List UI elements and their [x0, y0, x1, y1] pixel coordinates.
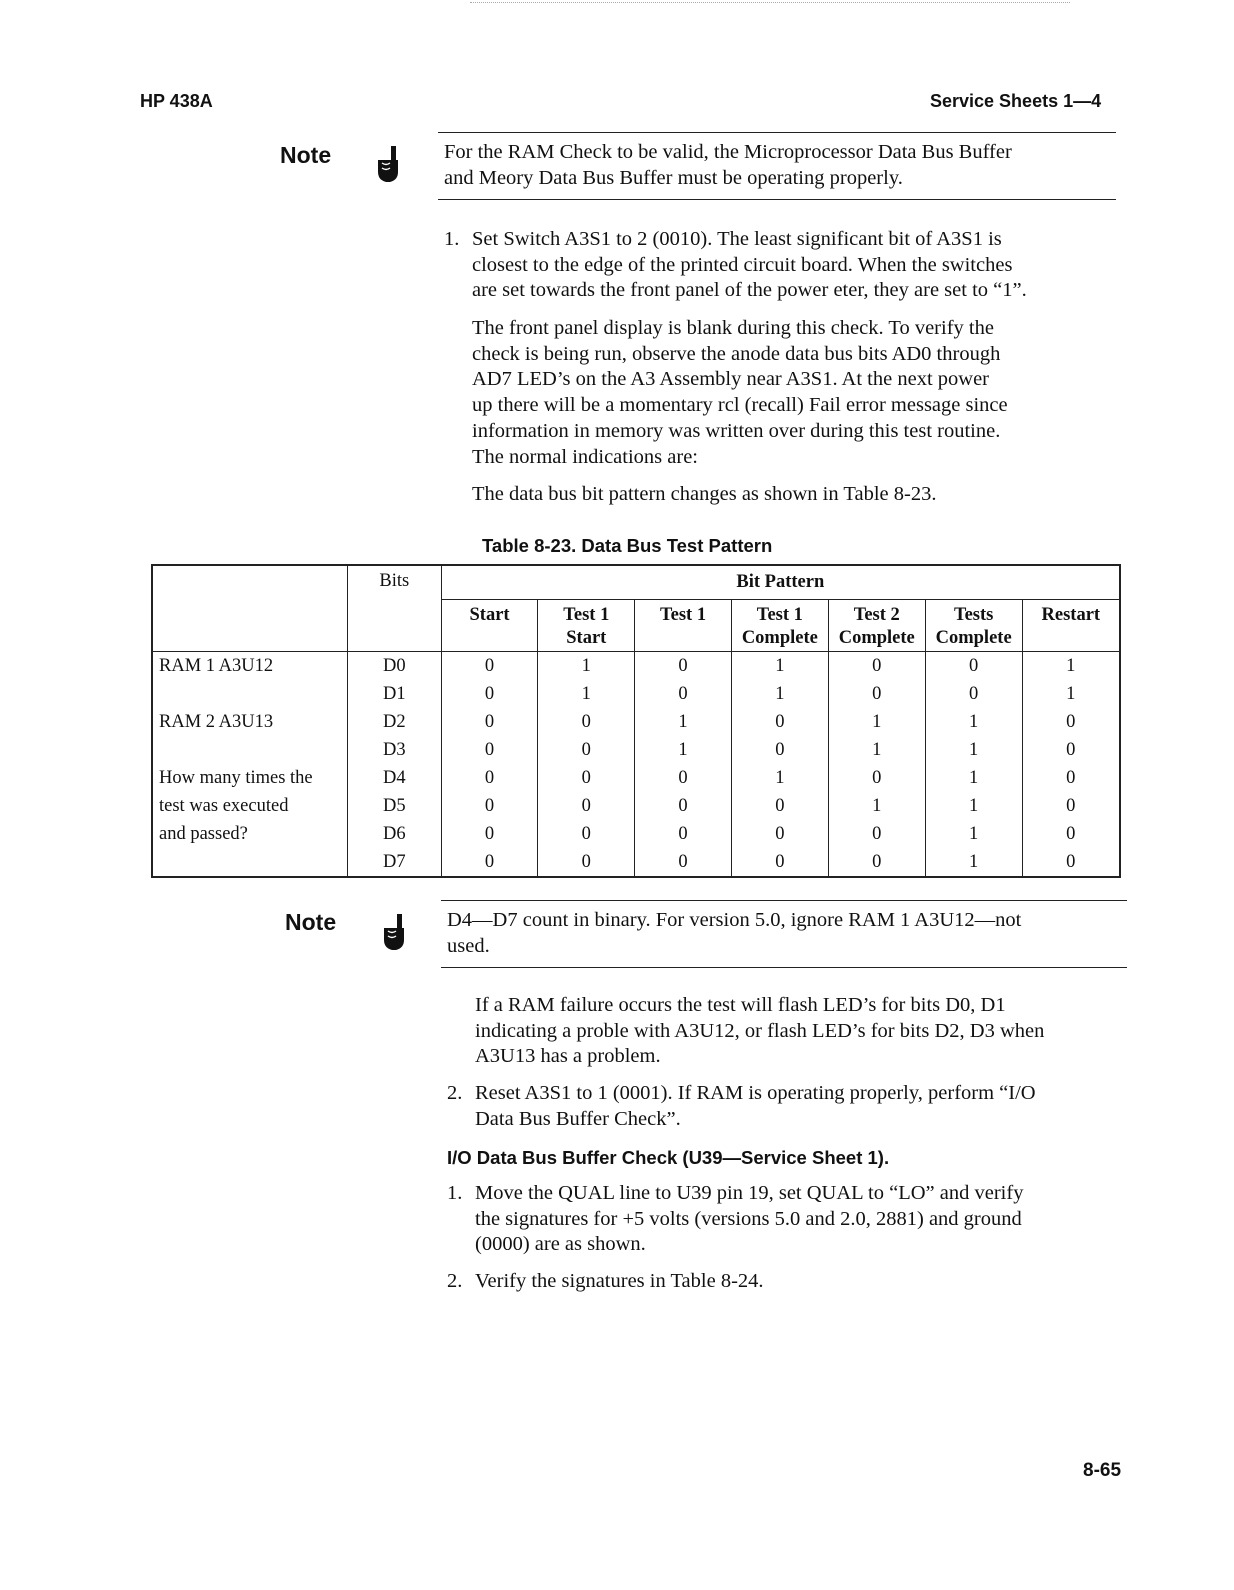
value-cell: 1: [538, 652, 635, 681]
value-cell: 1: [828, 708, 925, 736]
step-text-line: Move the QUAL line to U39 pin 19, set QUAL to “LO” and verify: [475, 1182, 1024, 1204]
value-cell: 1: [828, 792, 925, 820]
value-cell: 0: [731, 736, 828, 764]
paragraph-table-ref: The data bus bit pattern changes as shown in Table 8-23.: [472, 483, 937, 505]
value-cell: 0: [538, 736, 635, 764]
value-cell: 0: [925, 652, 1022, 681]
value-cell: 0: [441, 680, 538, 708]
value-cell: 0: [538, 708, 635, 736]
para-line: The front panel display is blank during this check. To verify the: [472, 317, 994, 339]
value-cell: 1: [635, 708, 732, 736]
value-cell: 0: [828, 680, 925, 708]
value-cell: 0: [635, 848, 732, 877]
value-cell: 1: [538, 680, 635, 708]
para-line: check is being run, observe the anode data bus bits AD0 through: [472, 342, 1001, 365]
bit-cell: D3: [347, 736, 441, 764]
step-text-line: (0000) are as shown.: [475, 1233, 646, 1256]
table-title: Table 8-23. Data Bus Test Pattern: [482, 535, 773, 556]
bit-cell: D1: [347, 680, 441, 708]
para-line: AD7 LED’s on the A3 Assembly near A3S1. At the next power: [472, 368, 990, 391]
step-number: 1.: [444, 228, 460, 250]
col-header-line: Complete: [935, 628, 1012, 648]
row-label: [152, 736, 347, 764]
col-header-line: Test 1: [756, 605, 803, 625]
table-row: [152, 736, 1120, 764]
corner-cell: [152, 565, 347, 652]
io-step-1: [447, 1181, 1127, 1258]
value-cell: 0: [441, 708, 538, 736]
value-cell: 0: [731, 820, 828, 848]
step-number: 2.: [447, 1270, 463, 1292]
value-cell: 0: [1022, 792, 1120, 820]
step-1: [444, 227, 1124, 304]
table-row: [152, 792, 1120, 820]
note-text-line: D4—D7 count in binary. For version 5.0, ignore RAM 1 A3U12—not: [447, 909, 1022, 931]
value-cell: 1: [1022, 652, 1120, 681]
step-text-line: the signatures for +5 volts (versions 5.0 and 2.0, 2881) and ground: [475, 1207, 1022, 1230]
bit-cell: D5: [347, 792, 441, 820]
value-cell: 0: [441, 764, 538, 792]
para-line: A3U13 has a problem.: [475, 1045, 661, 1068]
value-cell: 1: [731, 680, 828, 708]
value-cell: 0: [1022, 848, 1120, 877]
bits-header: Bits: [347, 565, 441, 652]
value-cell: 0: [441, 848, 538, 877]
row-label: [152, 680, 347, 708]
table-row: [152, 820, 1120, 848]
value-cell: 1: [925, 848, 1022, 877]
value-cell: 1: [925, 736, 1022, 764]
note-box: [441, 900, 1127, 968]
value-cell: 1: [1022, 680, 1120, 708]
io-step-2: [447, 1269, 1127, 1295]
table-row: [152, 708, 1120, 736]
col-header-line: Test 2: [853, 605, 900, 625]
row-label: How many times the: [152, 764, 347, 792]
table-row: [152, 764, 1120, 792]
para-line: The normal indications are:: [472, 445, 698, 468]
value-cell: 0: [828, 848, 925, 877]
para-line: up there will be a momentary rcl (recall) Fail error message since: [472, 394, 1008, 417]
para-line: If a RAM failure occurs the test will flash LED’s for bits D0, D1: [475, 994, 1006, 1016]
step-text-line: Reset A3S1 to 1 (0001). If RAM is operating properly, perform “I/O: [475, 1082, 1036, 1104]
col-header-line: Test 1: [563, 605, 610, 625]
para-line: indicating a proble with A3U12, or flash LED’s for bits D2, D3 when: [475, 1019, 1045, 1042]
value-cell: 1: [925, 708, 1022, 736]
step-text-line: are set towards the front panel of the power eter, they are set to “1”.: [472, 279, 1027, 302]
value-cell: 0: [828, 652, 925, 681]
step-2: [447, 1081, 1127, 1132]
bit-cell: D2: [347, 708, 441, 736]
note-text-line: and Meory Data Bus Buffer must be operating properly.: [444, 167, 903, 189]
value-cell: 0: [635, 820, 732, 848]
value-cell: 0: [731, 848, 828, 877]
col-header-line: Tests: [953, 605, 994, 625]
row-label: test was executed: [152, 792, 347, 820]
col-header: [635, 600, 732, 652]
value-cell: 0: [1022, 764, 1120, 792]
paragraph-ram-failure: [475, 993, 1135, 1070]
value-cell: 0: [441, 652, 538, 681]
pointing-hand-icon: [382, 914, 406, 952]
value-cell: 0: [925, 680, 1022, 708]
value-cell: 0: [441, 792, 538, 820]
bit-pattern-header: Bit Pattern: [441, 565, 1120, 600]
value-cell: 0: [635, 764, 732, 792]
table-body: [152, 652, 1120, 878]
value-cell: 1: [828, 736, 925, 764]
value-cell: 0: [635, 680, 732, 708]
section-heading: I/O Data Bus Buffer Check (U39—Service Sheet 1).: [447, 1147, 890, 1168]
value-cell: 0: [538, 764, 635, 792]
step-text-line: Verify the signatures in Table 8-24.: [475, 1270, 764, 1292]
col-header-line: Complete: [741, 628, 818, 648]
col-header: [828, 600, 925, 652]
row-label: RAM 1 A3U12: [152, 652, 347, 681]
bit-cell: D6: [347, 820, 441, 848]
col-header-line: Complete: [838, 628, 915, 648]
data-bus-table: [151, 564, 1121, 878]
col-header-line: Start: [566, 628, 607, 648]
step-text-line: Data Bus Buffer Check”.: [475, 1107, 681, 1130]
value-cell: 0: [635, 652, 732, 681]
bit-cell: D0: [347, 652, 441, 681]
row-label: RAM 2 A3U13: [152, 708, 347, 736]
value-cell: 1: [925, 820, 1022, 848]
col-header: [538, 600, 635, 652]
note-box: [438, 132, 1116, 200]
col-header: [1022, 600, 1120, 652]
col-header-line: Restart: [1041, 605, 1101, 625]
table-row: [152, 848, 1120, 877]
value-cell: 0: [538, 820, 635, 848]
col-header-line: Test 1: [659, 605, 707, 625]
value-cell: 0: [1022, 708, 1120, 736]
value-cell: 0: [828, 764, 925, 792]
value-cell: 0: [538, 792, 635, 820]
scan-artifact-line: [470, 2, 1070, 3]
table-row: [152, 680, 1120, 708]
value-cell: 1: [635, 736, 732, 764]
value-cell: 0: [441, 820, 538, 848]
pointing-hand-icon: [376, 146, 400, 184]
col-header: [925, 600, 1022, 652]
bit-cell: D7: [347, 848, 441, 877]
paragraph-front-panel: [472, 316, 1122, 470]
page-number: 8-65: [1083, 1460, 1122, 1481]
step-text-line: Set Switch A3S1 to 2 (0010). The least significant bit of A3S1 is: [472, 228, 1002, 250]
note-label: Note: [280, 142, 332, 168]
row-label: and passed?: [152, 820, 347, 848]
value-cell: 0: [828, 820, 925, 848]
col-header: [731, 600, 828, 652]
col-header-line: Start: [469, 605, 510, 625]
note-text-line: For the RAM Check to be valid, the Microprocessor Data Bus Buffer: [444, 141, 1012, 163]
note-label: Note: [285, 909, 337, 935]
step-text-line: closest to the edge of the printed circuit board. When the switches: [472, 253, 1013, 276]
table-row: [152, 652, 1120, 681]
value-cell: 0: [635, 792, 732, 820]
para-line: information in memory was written over during this test routine.: [472, 419, 1001, 442]
value-cell: 1: [925, 792, 1022, 820]
value-cell: 0: [1022, 736, 1120, 764]
value-cell: 0: [441, 736, 538, 764]
header-model: HP 438A: [140, 91, 213, 111]
value-cell: 1: [925, 764, 1022, 792]
bit-cell: D4: [347, 764, 441, 792]
note-text-line: used.: [447, 935, 490, 957]
step-number: 2.: [447, 1082, 463, 1104]
col-header: [441, 600, 538, 652]
step-number: 1.: [447, 1182, 463, 1204]
value-cell: 1: [731, 652, 828, 681]
value-cell: 0: [1022, 820, 1120, 848]
value-cell: 1: [731, 764, 828, 792]
value-cell: 0: [731, 792, 828, 820]
value-cell: 0: [538, 848, 635, 877]
row-label: [152, 848, 347, 877]
value-cell: 0: [731, 708, 828, 736]
header-section: Service Sheets 1—4: [930, 91, 1102, 111]
